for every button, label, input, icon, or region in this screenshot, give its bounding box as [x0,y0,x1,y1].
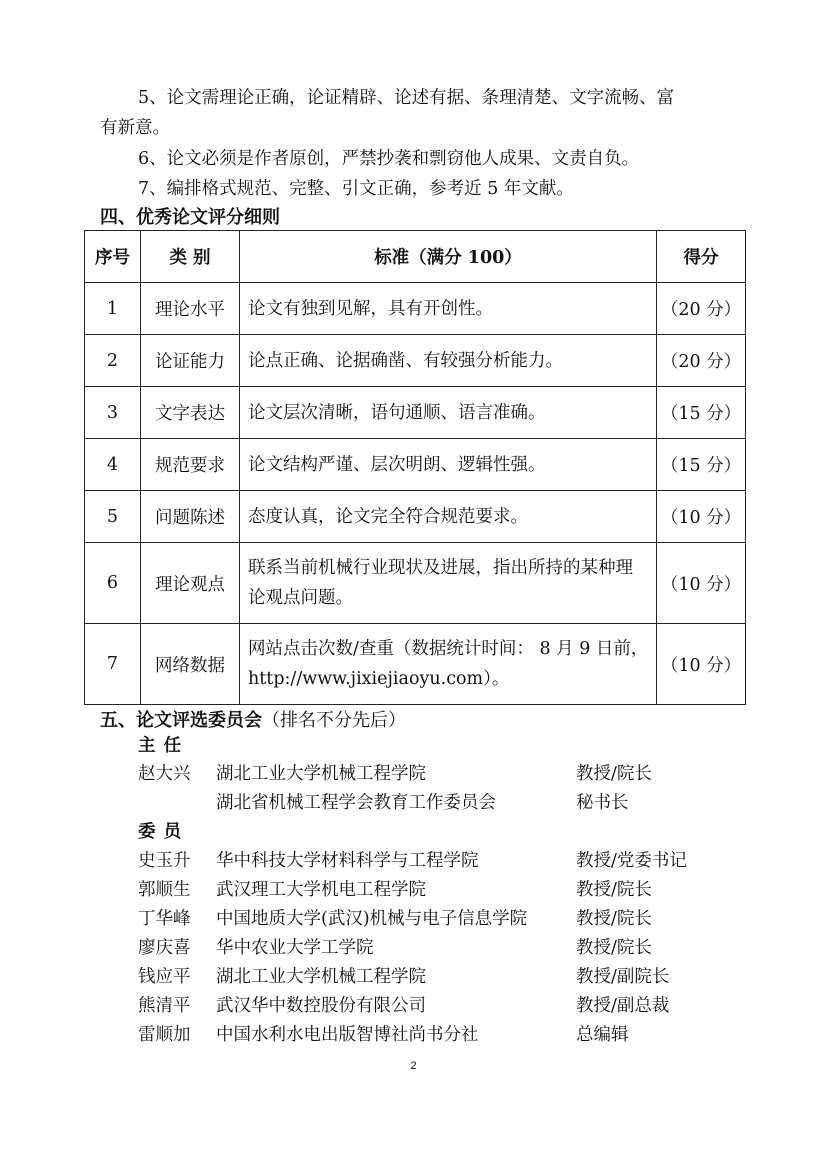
row-score: （10 分） [657,543,746,624]
table-row [85,543,746,624]
header-score: 得分 [657,231,746,283]
row-score: （15 分） [657,387,746,439]
row-category: 论证能力 [141,335,240,387]
row-category: 理论观点 [141,543,240,624]
member-organization: 湖北工业大学机械工程学院 [216,764,426,784]
row-score: （10 分） [657,491,746,543]
table-row [85,491,746,543]
table-header-row [85,231,746,283]
member-name: 廖庆喜 [138,938,191,958]
scoring-table [84,230,746,705]
row-number: 1 [85,283,141,335]
section-5-note: （排名不分先后） [262,710,406,731]
row-score: （20 分） [657,335,746,387]
row-number: 4 [85,439,141,491]
member-title: 教授/院长 [576,938,652,958]
row-score: （10 分） [657,624,746,705]
member-title: 教授/院长 [576,909,652,929]
row-category: 文字表达 [141,387,240,439]
requirement-5-line1: 5、论文需理论正确，论证精辟、论述有据、条理清楚、文字流畅、富 [138,88,675,108]
director-label: 主 任 [138,736,183,756]
row-standard: 联系当前机械行业现状及进展，指出所持的某种理论观点问题。 [240,543,657,624]
committee-row [0,934,827,963]
member-name: 赵大兴 [138,764,191,784]
table-row [85,387,746,439]
member-title: 教授/副总裁 [576,996,670,1016]
table-row [85,439,746,491]
director-label-row [0,732,827,761]
header-number: 序号 [85,231,141,283]
row-number: 7 [85,624,141,705]
committee-row [0,992,827,1021]
member-name: 史玉升 [138,851,191,871]
section-5-heading [100,706,406,732]
member-title: 秘书长 [576,793,629,813]
requirement-7: 7、编排格式规范、完整、引文正确，参考近 5 年文献。 [138,179,574,199]
row-category: 问题陈述 [141,491,240,543]
member-title: 教授/副院长 [576,967,670,987]
row-standard: 论文有独到见解，具有开创性。 [240,283,657,335]
committee-row [0,905,827,934]
committee-row [0,876,827,905]
requirement-5-line2: 有新意。 [100,118,170,138]
row-category: 规范要求 [141,439,240,491]
row-number: 3 [85,387,141,439]
member-organization: 湖北省机械工程学会教育工作委员会 [216,793,496,813]
committee-row [0,1021,827,1050]
requirement-6: 6、论文必须是作者原创，严禁抄袭和剽窃他人成果、文责自负。 [138,149,640,169]
member-title: 教授/院长 [576,764,652,784]
member-organization: 华中科技大学材料科学与工程学院 [216,851,479,871]
row-category: 理论水平 [141,283,240,335]
row-number: 2 [85,335,141,387]
committee-row [0,789,827,818]
header-category: 类 别 [141,231,240,283]
member-organization: 武汉华中数控股份有限公司 [216,996,426,1016]
row-number: 6 [85,543,141,624]
row-standard: 论文层次清晰，语句通顺、语言准确。 [240,387,657,439]
committee-row [0,963,827,992]
table-row [85,283,746,335]
row-score: （20 分） [657,283,746,335]
row-standard: 论点正确、论据确凿、有较强分析能力。 [240,335,657,387]
member-label: 委 员 [138,822,183,842]
page-number: 2 [410,1060,417,1072]
table-row [85,624,746,705]
row-standard: 网站点击次数/查重（数据统计时间： 8 月 9 日前，http://www.jixiejiaoyu.com）。 [240,624,657,705]
member-organization: 湖北工业大学机械工程学院 [216,967,426,987]
member-name: 钱应平 [138,967,191,987]
row-number: 5 [85,491,141,543]
committee-row [0,760,827,789]
member-organization: 中国水利水电出版智博社尚书分社 [216,1025,479,1045]
member-name: 郭顺生 [138,880,191,900]
section-5-title: 五、论文评选委员会 [100,710,262,731]
table-row [85,335,746,387]
member-name: 丁华峰 [138,909,191,929]
member-name: 熊清平 [138,996,191,1016]
member-organization: 华中农业大学工学院 [216,938,374,958]
row-standard: 论文结构严谨、层次明朗、逻辑性强。 [240,439,657,491]
member-name: 雷顺加 [138,1025,191,1045]
member-title: 总编辑 [576,1025,629,1045]
member-title: 教授/院长 [576,880,652,900]
row-score: （15 分） [657,439,746,491]
row-standard: 态度认真，论文完全符合规范要求。 [240,491,657,543]
section-4-heading: 四、优秀论文评分细则 [100,207,280,228]
committee-row [0,847,827,876]
member-organization: 中国地质大学(武汉)机械与电子信息学院 [216,909,528,929]
member-title: 教授/党委书记 [576,851,687,871]
member-label-row [0,818,827,847]
header-standard: 标准（满分 100） [240,231,657,283]
row-category: 网络数据 [141,624,240,705]
member-organization: 武汉理工大学机电工程学院 [216,880,426,900]
